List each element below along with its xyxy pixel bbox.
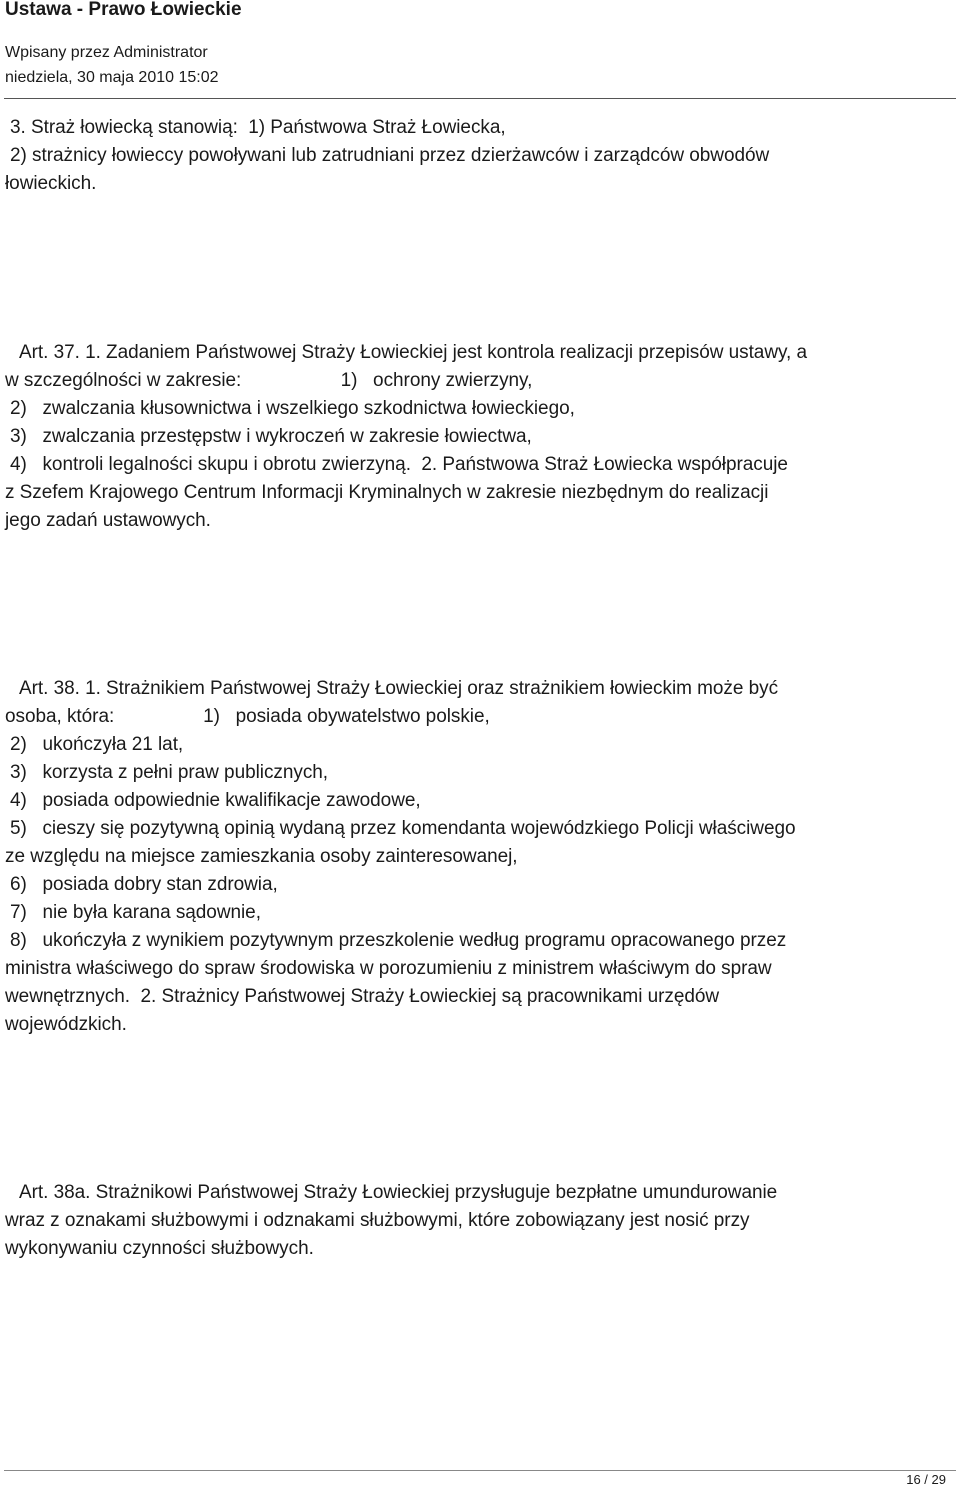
text-line: z Szefem Krajowego Centrum Informacji Kryminalnych w zakresie niezbędnym do realizacji xyxy=(5,482,769,503)
text-line: Art. 37. 1. Zadaniem Państwowej Straży Łowieckiej jest kontrola realizacji przepisów ustawy, a xyxy=(19,342,808,363)
text-line: ministra właściwego do spraw środowiska w porozumieniu z ministrem właściwym do spraw xyxy=(5,958,772,979)
text-line: 2) zwalczania kłusownictwa i wszelkiego szkodnictwa łowieckiego, xyxy=(10,398,575,419)
text-line: 3) zwalczania przestępstw i wykroczeń w zakresie łowiectwa, xyxy=(10,426,532,447)
text-line: wojewódzkich. xyxy=(5,1014,127,1035)
text-line: wewnętrznych. 2. Strażnicy Państwowej Straży Łowieckiej są pracownikami urzędów xyxy=(5,986,720,1007)
text-line: 5) cieszy się pozytywną opinią wydaną przez komendanta wojewódzkiego Policji właściwego xyxy=(10,818,796,839)
text-line: wraz z oznakami służbowymi i odznakami służbowymi, które zobowiązany jest nosić przy xyxy=(5,1210,750,1231)
page-number: 16 / 29 xyxy=(906,1472,946,1487)
text-line: 3) korzysta z pełni praw publicznych, xyxy=(10,762,329,783)
text-line: w szczególności w zakresie: 1) ochrony zwierzyny, xyxy=(5,370,533,391)
text-line: 4) kontroli legalności skupu i obrotu zwierzyną. 2. Państwowa Straż Łowiecka współpracuje xyxy=(10,454,788,475)
text-line: jego zadań ustawowych. xyxy=(5,510,211,531)
text-line: 7) nie była karana sądownie, xyxy=(10,902,261,923)
text-line: 6) posiada dobry stan zdrowia, xyxy=(10,874,278,895)
text-line: osoba, która: 1) posiada obywatelstwo polskie, xyxy=(5,706,490,727)
text-line: 4) posiada odpowiednie kwalifikacje zawodowe, xyxy=(10,790,421,811)
document-title: Ustawa - Prawo Łowieckie xyxy=(5,0,242,20)
text-line: Art. 38a. Strażnikowi Państwowej Straży Łowieckiej przysługuje bezpłatne umundurowanie xyxy=(19,1182,778,1203)
date-line: niedziela, 30 maja 2010 15:02 xyxy=(5,69,219,86)
author-line: Wpisany przez Administrator xyxy=(5,44,208,61)
text-line: 3. Straż łowiecką stanowią: 1) Państwowa Straż Łowiecka, xyxy=(10,117,506,138)
header-divider xyxy=(4,98,956,99)
text-line: 8) ukończyła z wynikiem pozytywnym przeszkolenie według programu opracowanego przez xyxy=(10,930,787,951)
text-line: łowieckich. xyxy=(5,173,97,194)
text-line: 2) ukończyła 21 lat, xyxy=(10,734,184,755)
text-line: Art. 38. 1. Strażnikiem Państwowej Straży Łowieckiej oraz strażnikiem łowieckim może być xyxy=(19,678,779,699)
text-line: 2) strażnicy łowieccy powoływani lub zatrudniani przez dzierżawców i zarządców obwodów xyxy=(10,145,770,166)
text-line: wykonywaniu czynności służbowych. xyxy=(5,1238,314,1259)
text-line: ze względu na miejsce zamieszkania osoby zainteresowanej, xyxy=(5,846,518,867)
footer-divider xyxy=(4,1470,956,1471)
